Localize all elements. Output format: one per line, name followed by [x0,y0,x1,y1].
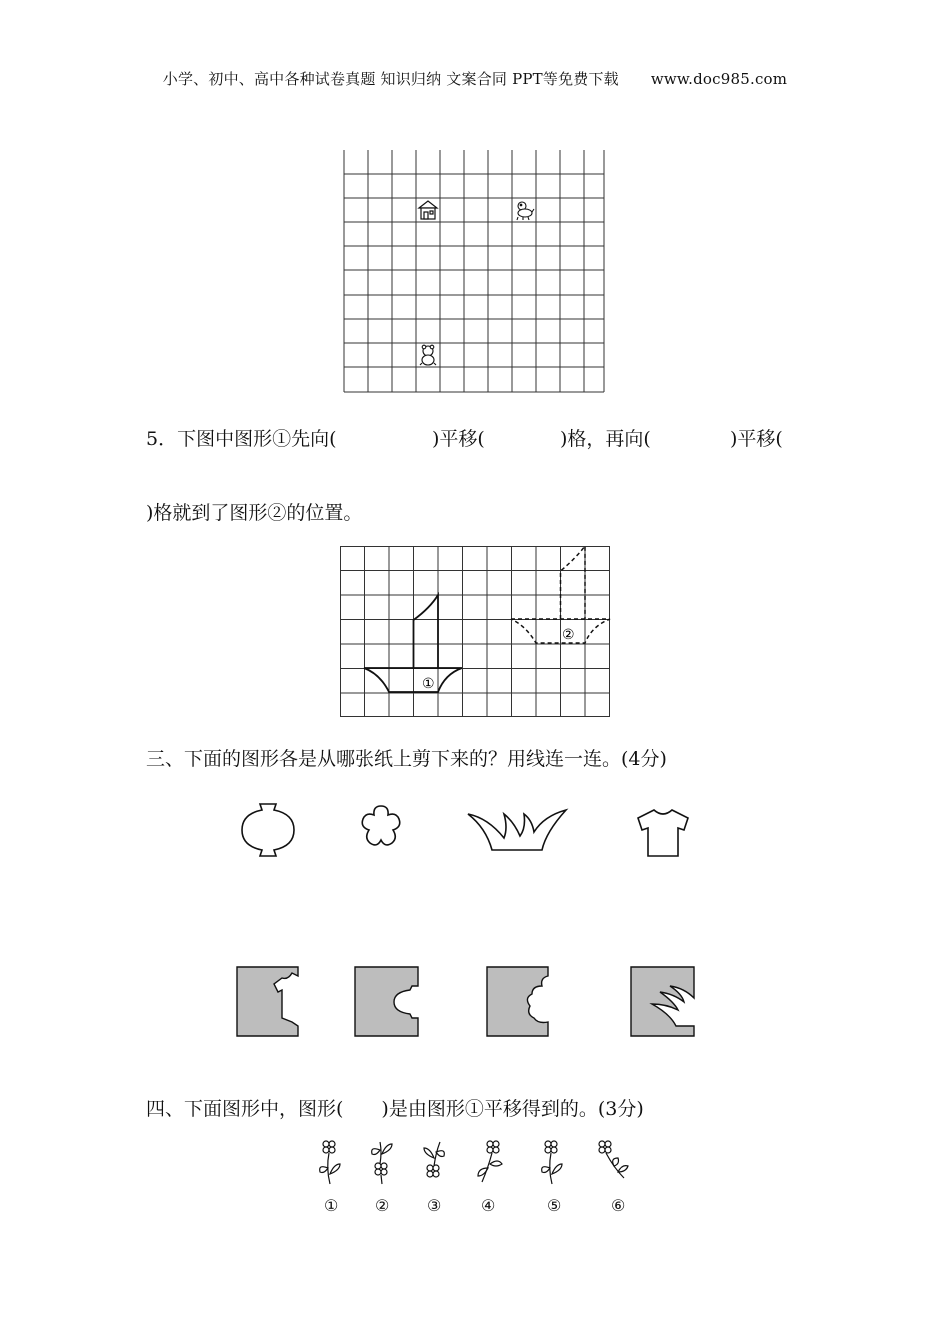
header-text: 小学、初中、高中各种试卷真题 知识归纳 文案合同 PPT等免费下载 [162,70,619,88]
q5-part2: )平移( [432,428,485,450]
paper-grass-cutout [630,966,696,1038]
page-header [0,68,950,89]
q5-part4: )平移( [730,428,783,450]
flower-figure-6 [599,1141,628,1178]
q5-part3: )格，再向( [560,428,651,450]
flower-figure-5 [542,1141,562,1184]
shape-1-label: ① [422,676,435,692]
q5-line2: )格就到了图形②的位置。 [146,502,363,524]
paper-semicircle-cutout [354,966,420,1038]
section4-title: 四、下面图形中，图形( )是由图形①平移得到的。(3分) [146,1098,644,1120]
figure-label-6: ⑥ [611,1196,626,1215]
figure-label-1: ① [324,1196,339,1215]
shape-2-label: ② [562,627,575,643]
section3-title: 三、下面的图形各是从哪张纸上剪下来的？用线连一连。(4分) [146,748,667,770]
figure-label-4: ④ [481,1196,496,1215]
grass-shape [464,806,570,854]
translation-grid [340,546,612,720]
flower-figure-2 [372,1142,392,1184]
flower-figure-4 [478,1141,502,1182]
section4-label-row [0,1196,950,1220]
q5-part1: 5．下图中图形①先向( [146,428,337,450]
figure-label-3: ③ [427,1196,442,1215]
tshirt-shape [634,806,692,860]
dog-icon [517,202,534,220]
paper-flower-cutout [486,966,550,1038]
q5-line1 [146,424,806,450]
house-icon [419,201,437,219]
header-url: www.doc985.com [650,70,788,88]
flower-figure-1 [320,1141,340,1184]
flower-figures [312,1138,642,1190]
grid-map [344,150,606,394]
paper-tshirt-cutout [236,966,300,1038]
bear-icon [420,345,436,365]
flower-figure-3 [424,1142,444,1177]
figure-label-5: ⑤ [547,1196,562,1215]
lantern-shape [236,800,300,860]
figure-label-2: ② [375,1196,390,1215]
flower-shape [358,802,404,854]
